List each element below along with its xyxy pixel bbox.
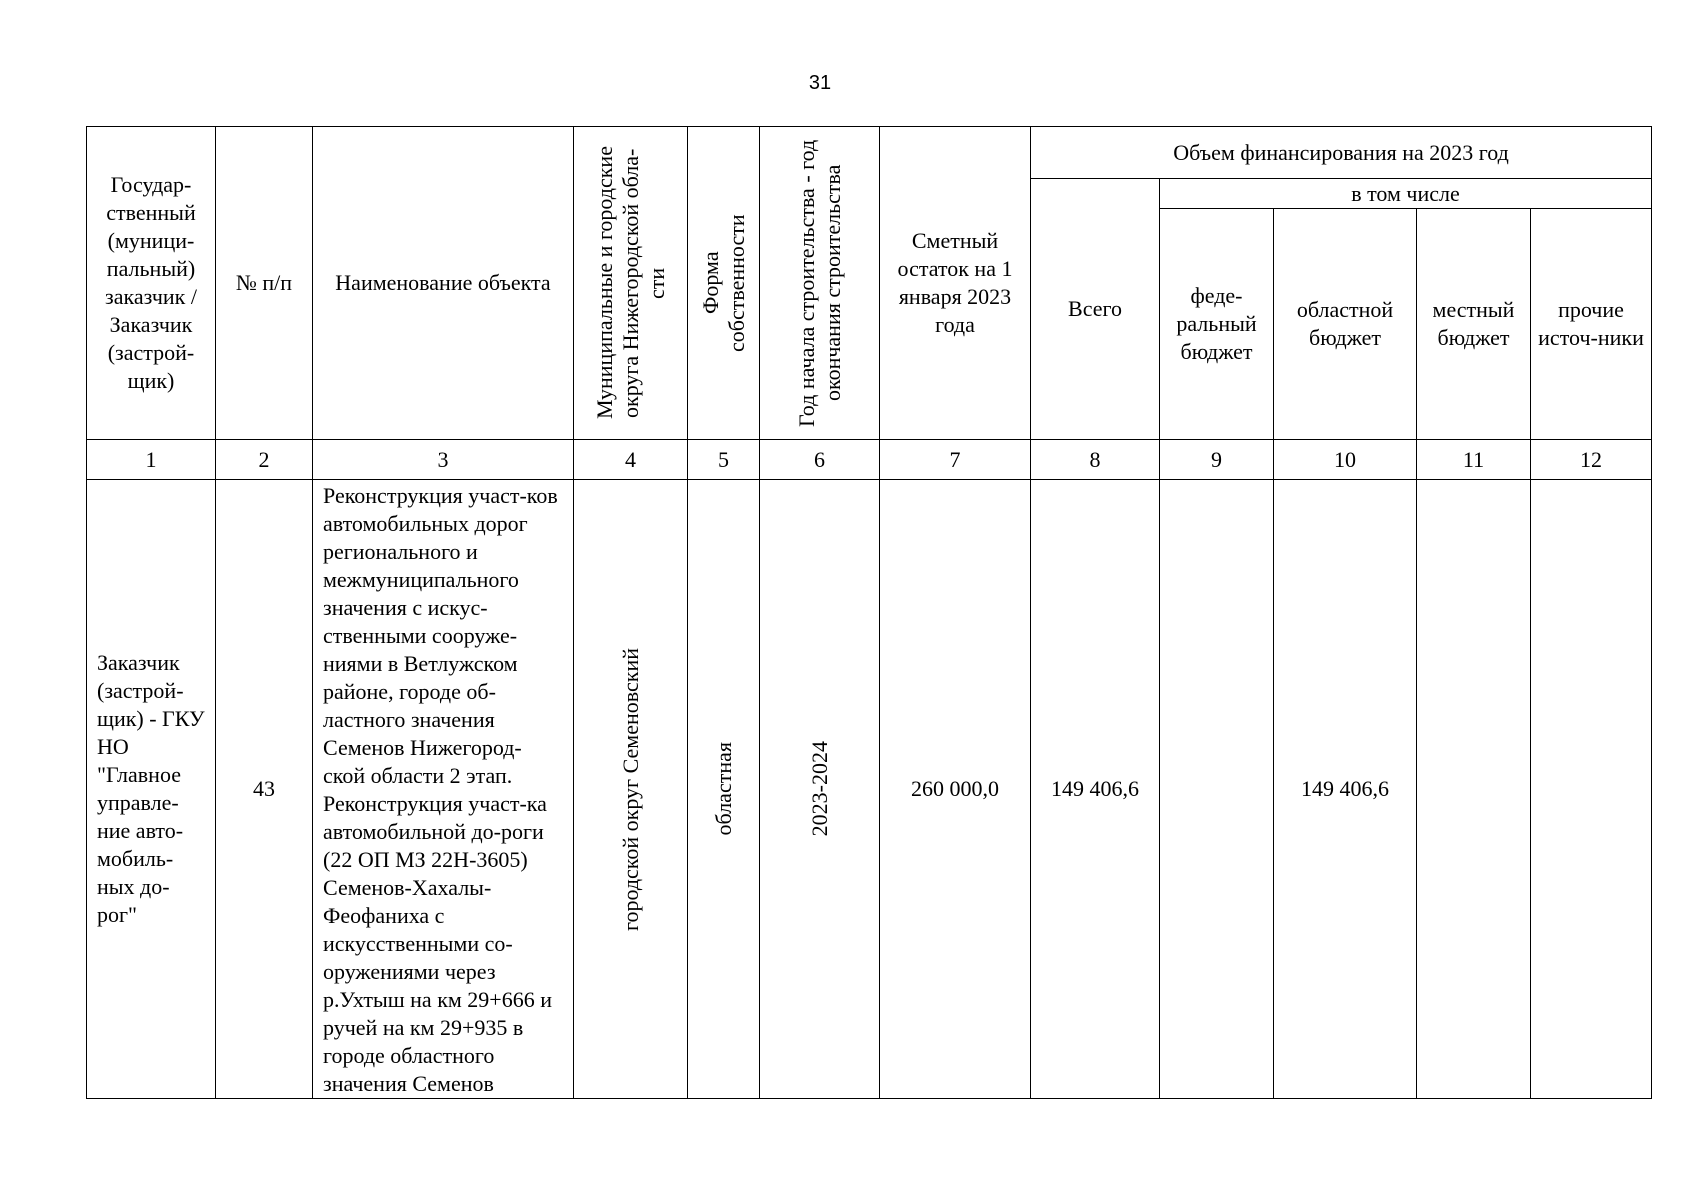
header-number-label: № п/п: [235, 270, 293, 295]
page-number: 31: [808, 72, 832, 94]
header-ownership-label: Форма собственности: [697, 214, 749, 352]
column-number: 10: [1274, 440, 1417, 480]
header-other: [1531, 209, 1652, 440]
header-customer-label: Государ-ственный (муници-пальный) заказчик / Заказчик (застрой-щик): [105, 172, 197, 393]
column-number: 12: [1531, 440, 1652, 480]
cell-estimated-balance: 260 000,0: [880, 480, 1031, 1099]
column-number: 11: [1417, 440, 1531, 480]
cell-local: [1417, 480, 1531, 1099]
cell-federal: [1160, 480, 1274, 1099]
cell-customer: Заказчик (застрой-щик) - ГКУ НО "Главное управле-ние авто-мобиль-ных до-рог": [87, 480, 216, 1099]
cell-ownership: [688, 480, 760, 1099]
header-number: [216, 127, 313, 440]
header-total-label: Всего: [1068, 296, 1122, 321]
header-district-label: Муниципальные и городские округа Нижегородской обла-сти: [591, 146, 669, 420]
header-object-name: [313, 127, 574, 440]
column-number: 2: [216, 440, 313, 480]
header-local-label: местный бюджет: [1432, 297, 1515, 350]
table-row: [87, 480, 1652, 1099]
header-funding-group-label: Объем финансирования на 2023 год: [1173, 139, 1509, 165]
column-number: 6: [760, 440, 880, 480]
header-regional-label: областной бюджет: [1296, 297, 1394, 350]
cell-years: [760, 480, 880, 1099]
header-estimated-balance: [880, 127, 1031, 440]
cell-regional: 149 406,6: [1274, 480, 1417, 1099]
cell-number: 43: [216, 480, 313, 1099]
header-local: [1417, 209, 1531, 440]
column-number: 7: [880, 440, 1031, 480]
cell-total: 149 406,6: [1031, 480, 1160, 1099]
header-customer: [87, 127, 216, 440]
column-number: 3: [313, 440, 574, 480]
header-ownership: [688, 127, 760, 440]
header-years: [760, 127, 880, 440]
column-number: 4: [574, 440, 688, 480]
header-years-label: Год начала строительства - год окончания строительства: [793, 139, 845, 427]
header-other-label: прочие источ-ники: [1538, 297, 1644, 350]
cell-ownership-text: областная: [710, 742, 736, 836]
header-funding-group: [1031, 127, 1652, 179]
cell-years-text: 2023-2024: [806, 741, 832, 837]
header-federal-label: феде-ральный бюджет: [1176, 283, 1257, 364]
column-number: 9: [1160, 440, 1274, 480]
column-number: 8: [1031, 440, 1160, 480]
header-regional: [1274, 209, 1417, 440]
header-estimated-balance-label: Сметный остаток на 1 января 2023 года: [897, 228, 1013, 337]
cell-object-name: Реконструкция участ-ков автомобильных дорог регионального и межмуниципального значения с искус-ственными сооруже-ниями в Ветлужском районе, городе об-ластного значения Семенов Нижегород-ской области 2 этап. Реконструкция участ-ка автомобильной до-роги (22 ОП МЗ 22Н-3605) Семенов-Хахалы-Феофаниха с искусственными со-оружениями через р.Ухтыш на км 29+666 и ручей на км 29+935 в городе областного значения Семенов: [313, 480, 574, 1099]
header-federal: [1160, 209, 1274, 440]
header-including: [1160, 179, 1652, 209]
header-including-label: в том числе: [1351, 180, 1460, 206]
financing-table: [86, 126, 1652, 1099]
column-number-row: [87, 440, 1652, 480]
column-number: 1: [87, 440, 216, 480]
column-number: 5: [688, 440, 760, 480]
header-district: [574, 127, 688, 440]
cell-other: [1531, 480, 1652, 1099]
header-object-name-label: Наименование объекта: [335, 270, 551, 295]
cell-district: [574, 480, 688, 1099]
header-total: [1031, 179, 1160, 440]
cell-district-text: городской округ Семеновский: [617, 647, 643, 931]
header-row-top: [87, 127, 1652, 179]
